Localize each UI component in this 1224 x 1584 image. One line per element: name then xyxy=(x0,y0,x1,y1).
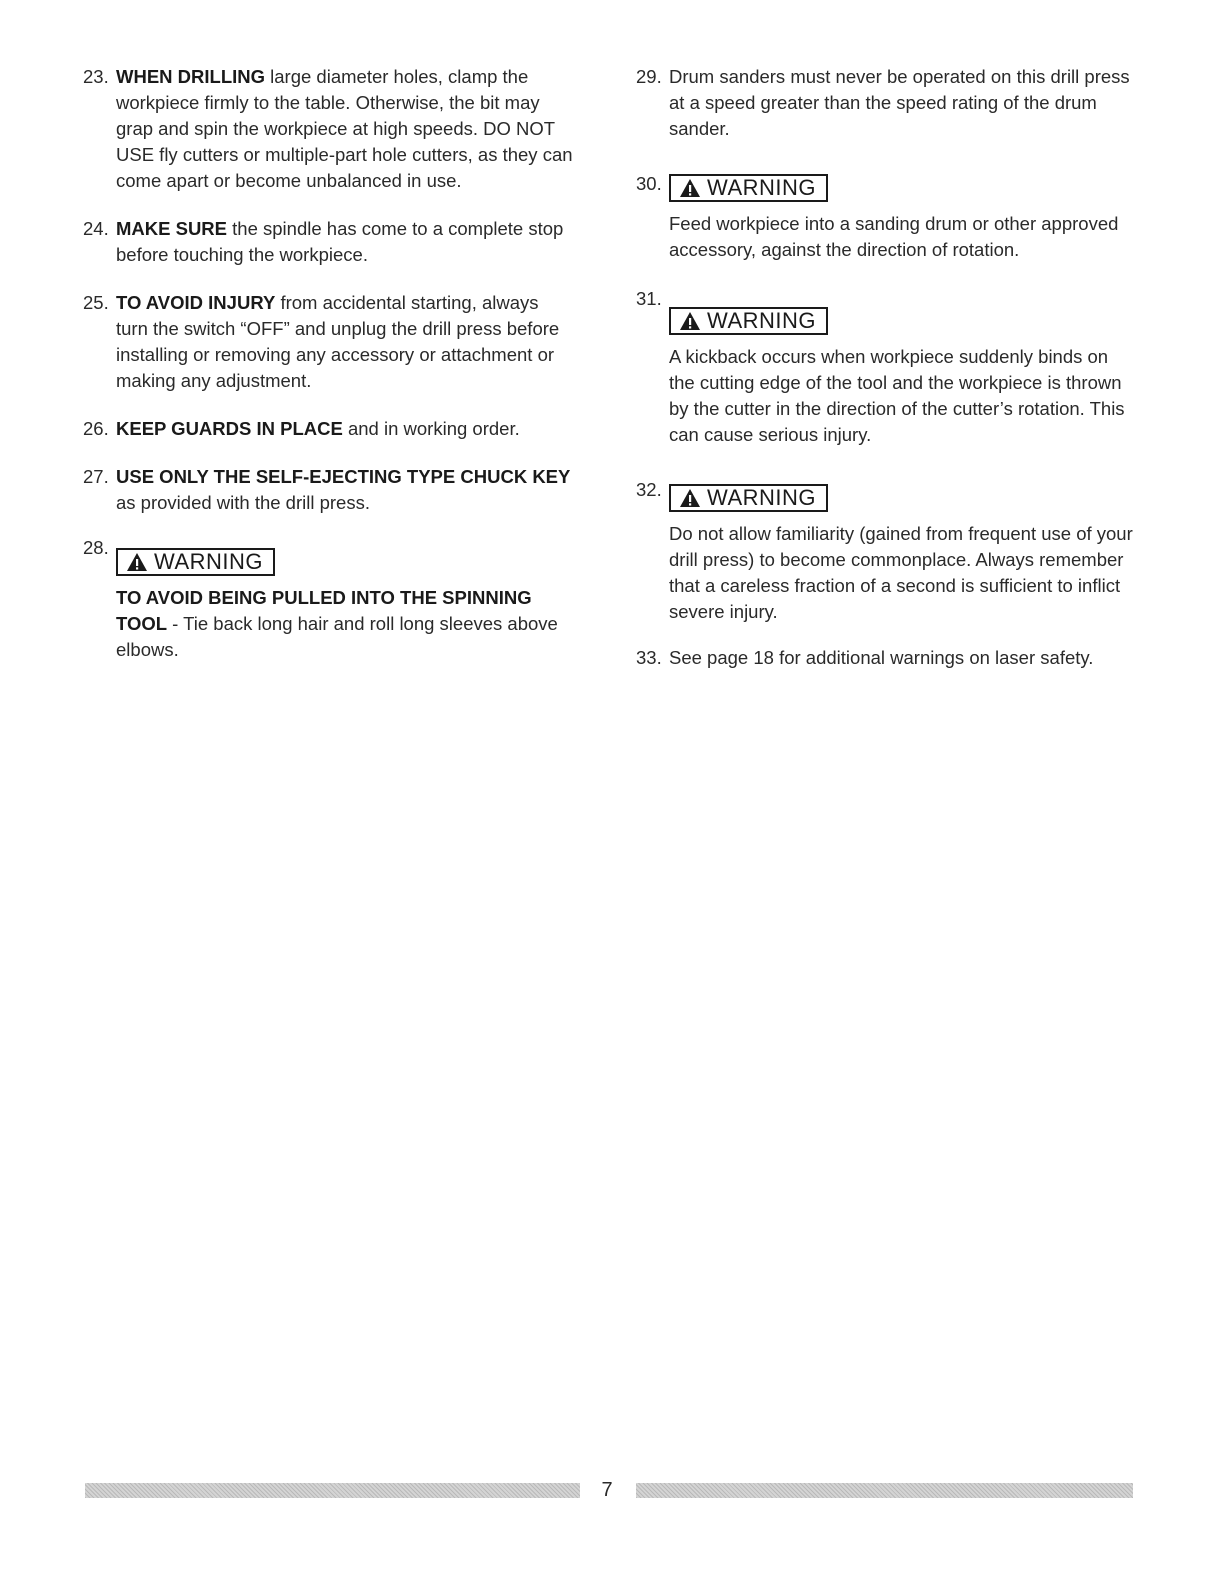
warning-box xyxy=(116,548,275,576)
list-item-27 xyxy=(83,464,573,516)
warning-triangle-icon xyxy=(126,552,148,572)
item-lead: WHEN DRILLING xyxy=(116,66,266,87)
item-lead: USE ONLY THE SELF-EJECTING TYPE CHUCK KEY xyxy=(116,466,571,487)
item-number: 27. xyxy=(83,466,109,487)
warning-triangle-icon xyxy=(679,488,701,508)
warning-label: WARNING xyxy=(154,549,264,574)
item-lead: TO AVOID INJURY xyxy=(116,292,276,313)
list-item-26 xyxy=(83,416,573,442)
item-number: 28. xyxy=(83,537,109,558)
item-number: 32. xyxy=(636,479,662,500)
warning-box xyxy=(669,174,828,202)
warning-body: Do not allow familiarity (gained from frequent use of your drill press) to become commonplace. Always remember that a careless fraction of a second is sufficient to inflict severe injury. xyxy=(669,523,1133,622)
item-lead: MAKE SURE xyxy=(116,218,228,239)
item-number: 25. xyxy=(83,292,109,313)
item-lead: TO AVOID BEING PULLED INTO THE SPINNING TOOL xyxy=(116,587,532,634)
warning-body: A kickback occurs when workpiece suddenly binds on the cutting edge of the tool and the workpiece is thrown by the cutter in the direction of the cutter’s rotation. This can cause serious injury. xyxy=(669,346,1125,445)
footer-rule-left xyxy=(85,1483,580,1498)
item-number: 31. xyxy=(636,288,662,309)
item-number: 29. xyxy=(636,66,662,87)
list-item-30 xyxy=(636,164,1136,263)
page-footer xyxy=(85,1478,1133,1502)
list-item-33 xyxy=(636,645,1136,671)
item-number: 24. xyxy=(83,218,109,239)
item-text: See page 18 for additional warnings on laser safety. xyxy=(669,647,1094,668)
footer-rule-right xyxy=(636,1483,1133,1498)
item-text: Drum sanders must never be operated on this drill press at a speed greater than the speed rating of the drum sander. xyxy=(669,66,1130,139)
warning-box xyxy=(669,484,828,512)
item-number: 33. xyxy=(636,647,662,668)
item-number: 26. xyxy=(83,418,109,439)
item-text: as provided with the drill press. xyxy=(116,492,370,513)
page-number: 7 xyxy=(601,1479,613,1501)
list-item-31 xyxy=(636,289,1136,448)
list-item-32 xyxy=(636,474,1136,625)
item-text: large diameter holes, clamp the workpiece firmly to the table. Otherwise, the bit may grap and spin the workpiece at high speeds. DO NOT USE fly cutters or multiple-part hole cutters, as they can come apart or become unbalanced in use. xyxy=(116,66,573,191)
list-item-25 xyxy=(83,290,573,394)
list-item-24 xyxy=(83,216,573,268)
warning-label: WARNING xyxy=(707,485,817,510)
item-number: 23. xyxy=(83,66,109,87)
item-number: 30. xyxy=(636,173,662,194)
list-item-28 xyxy=(83,538,573,663)
item-text: the spindle has come to a complete stop before touching the workpiece. xyxy=(116,218,564,265)
warning-box xyxy=(669,307,828,335)
left-column xyxy=(83,64,573,663)
item-lead: KEEP GUARDS IN PLACE xyxy=(116,418,343,439)
warning-label: WARNING xyxy=(707,308,817,333)
warning-body xyxy=(116,585,573,663)
item-text: and in working order. xyxy=(342,418,520,439)
warning-label: WARNING xyxy=(707,175,817,200)
item-text: - Tie back long hair and roll long sleeves above elbows. xyxy=(116,613,558,660)
item-text: from accidental starting, always turn the switch “OFF” and unplug the drill press before installing or removing any accessory or attachment or making any adjustment. xyxy=(116,292,560,391)
warning-body: Feed workpiece into a sanding drum or other approved accessory, against the direction of rotation. xyxy=(669,213,1119,260)
list-item-29 xyxy=(636,64,1136,142)
warning-triangle-icon xyxy=(679,311,701,331)
right-column xyxy=(636,64,1136,693)
warning-triangle-icon xyxy=(679,178,701,198)
list-item-23 xyxy=(83,64,573,194)
